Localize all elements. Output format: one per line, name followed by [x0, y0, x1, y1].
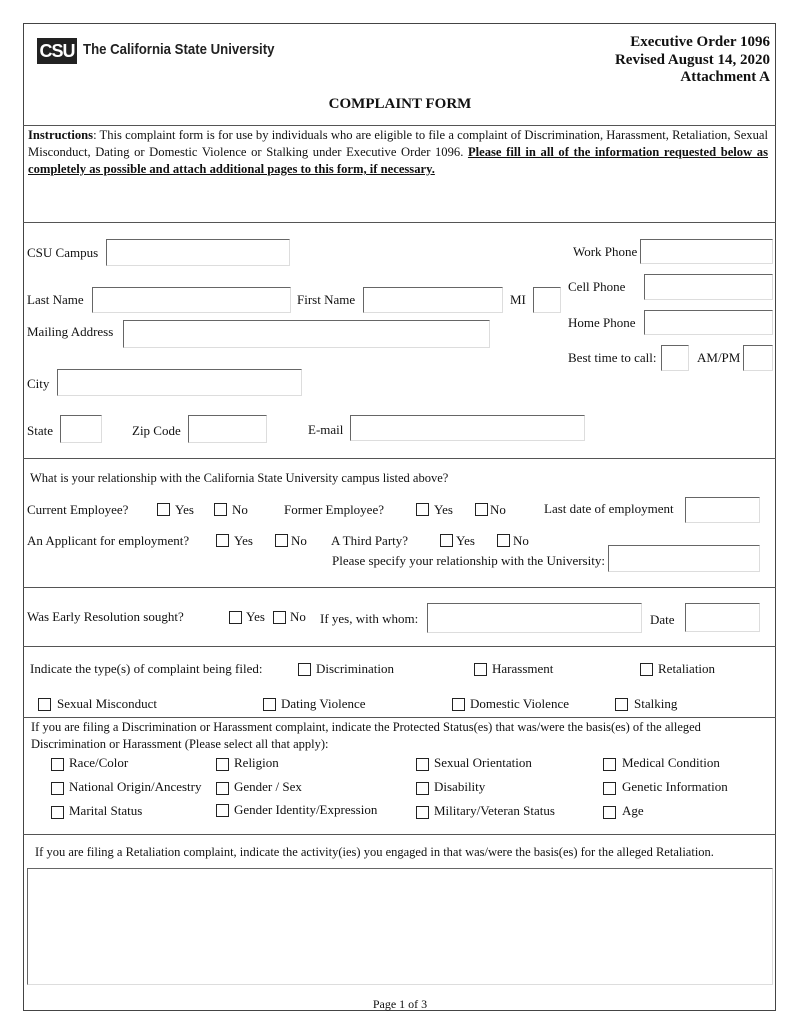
- best-time-input[interactable]: [661, 345, 689, 371]
- no-label: No: [290, 609, 306, 624]
- third-party-no-checkbox[interactable]: [497, 534, 510, 547]
- last-name-input[interactable]: [92, 287, 291, 313]
- option-label: Marital Status: [69, 803, 143, 818]
- sexual-orientation-checkbox[interactable]: [416, 758, 429, 771]
- option-label: Gender / Sex: [234, 779, 302, 794]
- executive-order: Executive Order 1096: [630, 34, 770, 50]
- no-label: No: [291, 533, 307, 548]
- yes-label: Yes: [234, 533, 253, 548]
- option-label: Military/Veteran Status: [434, 803, 555, 818]
- option-label: Sexual Orientation: [434, 755, 532, 770]
- retaliation-checkbox[interactable]: [640, 663, 653, 676]
- protected-status-question-2: Discrimination or Harassment (Please select all that apply):: [31, 737, 329, 751]
- third-party-label: A Third Party?: [331, 533, 409, 548]
- best-time-label: Best time to call:: [568, 350, 657, 365]
- last-name-label: Last Name: [27, 292, 84, 307]
- age-checkbox[interactable]: [603, 806, 616, 819]
- gender-sex-checkbox[interactable]: [216, 782, 229, 795]
- instructions: [28, 127, 768, 178]
- mi-input[interactable]: [533, 287, 561, 313]
- applicant-no-checkbox[interactable]: [275, 534, 288, 547]
- early-resolution-label: Was Early Resolution sought?: [27, 609, 184, 624]
- email-label: E-mail: [308, 422, 344, 437]
- page-number: Page 1 of 3: [372, 997, 428, 1011]
- medical-condition-checkbox[interactable]: [603, 758, 616, 771]
- dating-violence-checkbox[interactable]: [263, 698, 276, 711]
- last-date-label: Last date of employment: [544, 501, 674, 516]
- former-employee-yes-checkbox[interactable]: [416, 503, 429, 516]
- stalking-checkbox[interactable]: [615, 698, 628, 711]
- instructions-emphasis: Please fill in all of the information requested below as completely as possible and attach additional pages to this form, if necessary.: [28, 145, 768, 176]
- option-label: Dating Violence: [281, 696, 366, 711]
- divider: [23, 222, 776, 223]
- relationship-question: What is your relationship with the California State University campus listed above?: [30, 471, 449, 485]
- home-phone-input[interactable]: [644, 310, 773, 335]
- mailing-address-label: Mailing Address: [27, 324, 114, 339]
- email-input[interactable]: [350, 415, 585, 441]
- military-veteran-checkbox[interactable]: [416, 806, 429, 819]
- work-phone-input[interactable]: [640, 239, 773, 264]
- national-origin-checkbox[interactable]: [51, 782, 64, 795]
- complaint-type-question: Indicate the type(s) of complaint being filed:: [30, 661, 263, 676]
- work-phone-label: Work Phone: [573, 244, 638, 259]
- domestic-violence-checkbox[interactable]: [452, 698, 465, 711]
- divider: [23, 125, 776, 126]
- instructions-label: Instructions: [28, 128, 94, 142]
- first-name-input[interactable]: [363, 287, 503, 313]
- third-party-yes-checkbox[interactable]: [440, 534, 453, 547]
- yes-label: Yes: [434, 502, 453, 517]
- state-input[interactable]: [60, 415, 102, 443]
- last-date-input[interactable]: [685, 497, 760, 523]
- current-employee-label: Current Employee?: [27, 502, 129, 517]
- option-label: Religion: [234, 755, 279, 770]
- with-whom-input[interactable]: [427, 603, 642, 633]
- yes-label: Yes: [456, 533, 475, 548]
- divider: [23, 646, 776, 647]
- divider: [23, 717, 776, 718]
- mi-label: MI: [510, 292, 526, 307]
- ampm-input[interactable]: [743, 345, 773, 371]
- retaliation-activity-textarea[interactable]: [27, 868, 773, 985]
- specify-relationship-input[interactable]: [608, 545, 760, 572]
- university-name: The California State University: [83, 41, 275, 58]
- zip-code-input[interactable]: [188, 415, 267, 443]
- csu-campus-label: CSU Campus: [27, 245, 99, 260]
- csu-campus-input[interactable]: [106, 239, 290, 266]
- early-resolution-no-checkbox[interactable]: [273, 611, 286, 624]
- no-label: No: [513, 533, 529, 548]
- option-label: Race/Color: [69, 755, 129, 770]
- race-color-checkbox[interactable]: [51, 758, 64, 771]
- option-label: Discrimination: [316, 661, 394, 676]
- cell-phone-input[interactable]: [644, 274, 773, 300]
- current-employee-yes-checkbox[interactable]: [157, 503, 170, 516]
- genetic-information-checkbox[interactable]: [603, 782, 616, 795]
- applicant-yes-checkbox[interactable]: [216, 534, 229, 547]
- sexual-misconduct-checkbox[interactable]: [38, 698, 51, 711]
- page-title: COMPLAINT FORM: [328, 96, 472, 112]
- revised-date: Revised August 14, 2020: [614, 52, 770, 68]
- gender-identity-checkbox[interactable]: [216, 804, 229, 817]
- option-label: Domestic Violence: [470, 696, 569, 711]
- divider: [23, 587, 776, 588]
- first-name-label: First Name: [297, 292, 356, 307]
- option-label: Disability: [434, 779, 486, 794]
- former-employee-label: Former Employee?: [284, 502, 384, 517]
- religion-checkbox[interactable]: [216, 758, 229, 771]
- marital-status-checkbox[interactable]: [51, 806, 64, 819]
- current-employee-no-checkbox[interactable]: [214, 503, 227, 516]
- attachment: Attachment A: [680, 69, 770, 85]
- yes-label: Yes: [175, 502, 194, 517]
- discrimination-checkbox[interactable]: [298, 663, 311, 676]
- with-whom-label: If yes, with whom:: [320, 611, 419, 626]
- no-label: No: [490, 502, 506, 517]
- home-phone-label: Home Phone: [568, 315, 636, 330]
- zip-code-label: Zip Code: [132, 423, 181, 438]
- city-label: City: [27, 376, 50, 391]
- instructions-body: : This complaint form is for use by individuals who are eligible to file a complaint of Discrimination, Harassment, Retaliation, Sexual Misconduct, Dating or Domestic Violence or Stalking under Executive Order 1096.: [28, 128, 768, 159]
- early-resolution-date-input[interactable]: [685, 603, 760, 632]
- harassment-checkbox[interactable]: [474, 663, 487, 676]
- specify-label: Please specify your relationship with the University:: [332, 553, 605, 568]
- former-employee-no-checkbox[interactable]: [475, 503, 488, 516]
- early-resolution-yes-checkbox[interactable]: [229, 611, 242, 624]
- option-label: Stalking: [634, 696, 678, 711]
- option-label: Medical Condition: [622, 755, 720, 770]
- csu-logo: CSU: [37, 38, 77, 64]
- retaliation-question: If you are filing a Retaliation complaint, indicate the activity(ies) you engaged in that was/were the basis(es) for the alleged Retaliation.: [35, 845, 714, 859]
- cell-phone-label: Cell Phone: [568, 279, 626, 294]
- option-label: National Origin/Ancestry: [69, 779, 202, 794]
- protected-status-question: If you are filing a Discrimination or Harassment complaint, indicate the Protected Status(es) that was/were the basis(es) of the alleged: [31, 720, 701, 734]
- option-label: Sexual Misconduct: [57, 696, 158, 711]
- mailing-address-input[interactable]: [123, 320, 490, 348]
- option-label: Genetic Information: [622, 779, 728, 794]
- applicant-label: An Applicant for employment?: [27, 533, 190, 548]
- no-label: No: [232, 502, 248, 517]
- date-label: Date: [650, 612, 675, 627]
- option-label: Harassment: [492, 661, 554, 676]
- ampm-label: AM/PM: [697, 350, 741, 365]
- divider: [23, 834, 776, 835]
- city-input[interactable]: [57, 369, 302, 396]
- state-label: State: [27, 423, 53, 438]
- yes-label: Yes: [246, 609, 265, 624]
- option-label: Age: [622, 803, 644, 818]
- option-label: Retaliation: [658, 661, 716, 676]
- divider: [23, 458, 776, 459]
- disability-checkbox[interactable]: [416, 782, 429, 795]
- option-label: Gender Identity/Expression: [234, 802, 378, 817]
